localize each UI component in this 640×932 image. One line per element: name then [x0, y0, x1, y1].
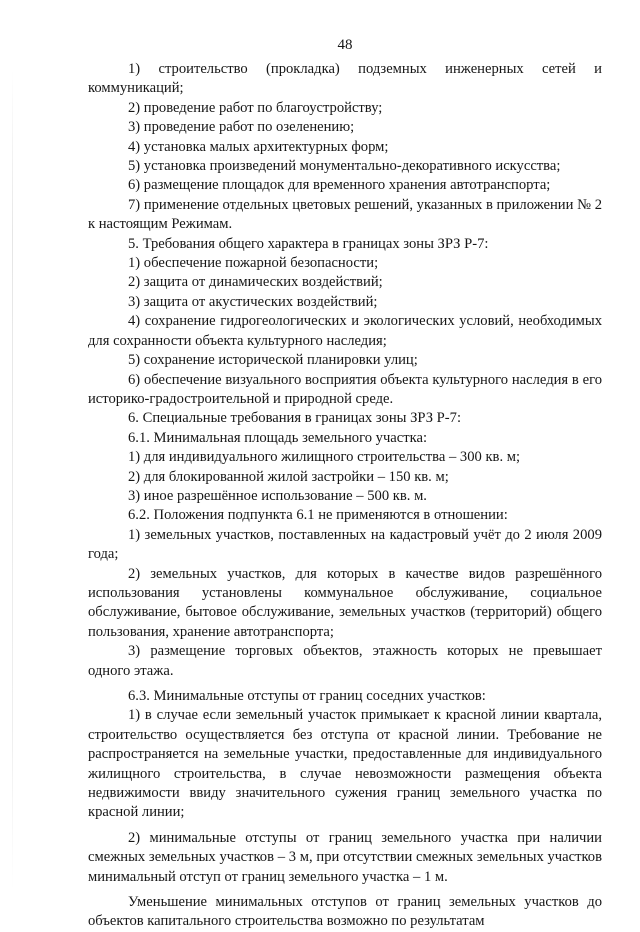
- paragraph-12: 4) сохранение гидрогеологических и экологических условий, необходимых для сохранности объекта культурного наследия;: [88, 313, 602, 349]
- paragraph-20: 6.2. Положения подпункта 6.1 не применяются в отношении:: [128, 507, 508, 524]
- paragraph-13: 5) сохранение исторической планировки улиц;: [128, 352, 418, 369]
- paragraph-11: 3) защита от акустических воздействий;: [128, 293, 378, 310]
- paragraph-22: 2) земельных участков, для которых в качестве видов разрешённого использования установлены коммунальное обслуживание, социальное обслуживание, бытовое обслуживание, земельных участков (территорий) общего пользования, хранение автотранспорта;: [88, 565, 602, 640]
- page-number: 48: [337, 37, 353, 53]
- paragraph-27: Уменьшение минимальных отступов от границ земельных участков до объектов капитального строительства возможно по результатам: [88, 894, 602, 930]
- paragraph-19: 3) иное разрешённое использование – 500 кв. м.: [128, 487, 427, 504]
- paragraph-7: 7) применение отдельных цветовых решений, указанных в приложении № 2 к настоящим Режимам.: [88, 196, 602, 233]
- paragraph-6: 6) размещение площадок для временного хранения автотранспорта;: [128, 177, 551, 194]
- paragraph-4: 4) установка малых архитектурных форм;: [128, 138, 389, 155]
- paragraph-23: 3) размещение торговых объектов, этажность которых не превышает одного этажа.: [88, 643, 602, 679]
- document-body: [88, 60, 602, 932]
- paragraph-24: 6.3. Минимальные отступы от границ соседних участков:: [128, 688, 486, 704]
- paragraph-3: 3) проведение работ по озеленению;: [128, 119, 355, 136]
- paragraph-17: 1) для индивидуального жилищного строительства – 300 кв. м;: [128, 449, 521, 466]
- paragraph-21: 1) земельных участков, поставленных на кадастровый учёт до 2 июля 2009 года;: [88, 526, 602, 563]
- paragraph-8: 5. Требования общего характера в границах зоны ЗРЗ Р-7:: [128, 235, 489, 252]
- paragraph-25: 1) в случае если земельный участок примыкает к красной линии квартала, строительство осуществляется без отступа от красной линии. Требование не распространяется на земельные участки, предоставленные для индивидуального жилищного строительства, в случае невозможности размещения объекта недвижимости ввиду значительного сужения границ земельного участка по красной линии;: [88, 707, 602, 821]
- paragraph-5: 5) установка произведений монументально-декоративного искусства;: [128, 158, 561, 175]
- paragraph-26: 2) минимальные отступы от границ земельного участка при наличии смежных земельных участков – 3 м, при отсутствии смежных земельных участков минимальный отступ от границ земельного участка – 1 м.: [88, 829, 602, 885]
- paragraph-2: 2) проведение работ по благоустройству;: [128, 99, 383, 116]
- paragraph-15: 6. Специальные требования в границах зоны ЗРЗ Р-7:: [128, 410, 462, 427]
- paragraph-1: 1) строительство (прокладка) подземных инженерных сетей и коммуникаций;: [88, 61, 602, 97]
- paragraph-10: 2) защита от динамических воздействий;: [128, 274, 383, 291]
- paragraph-9: 1) обеспечение пожарной безопасности;: [128, 255, 379, 272]
- paragraph-16: 6.1. Минимальная площадь земельного участка:: [128, 429, 428, 446]
- paragraph-14: 6) обеспечение визуального восприятия объекта культурного наследия в его историко-градостроительной и природной среде.: [88, 371, 602, 407]
- paragraph-18: 2) для блокированной жилой застройки – 150 кв. м;: [128, 468, 449, 485]
- scan-margin-line: [12, 70, 13, 890]
